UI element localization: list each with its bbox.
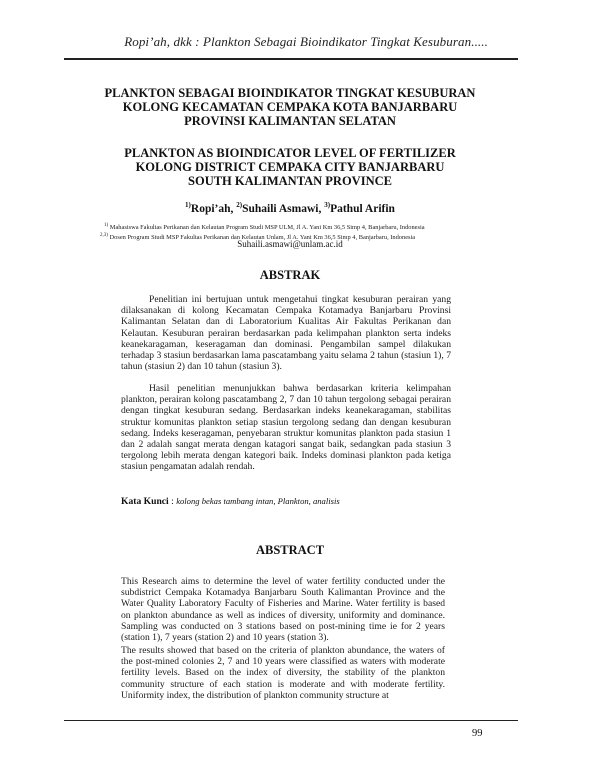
author-name: Suhaili Asmawi, xyxy=(242,202,322,215)
abstract-paragraph-2: The results showed that based on the criteria of plankton abundance, the waters of the post-mined colonies 2, 7 and 10 years were classified as waters with moderate fertility levels. Based on the index of diversity, the stability of the plankton community structure of each station is moderate and with moderate fertility. Uniformity index, the distribution of plankton community structure at xyxy=(121,645,445,701)
author-mark: 2) xyxy=(236,201,243,209)
title-en-line: SOUTH KALIMANTAN PROVINCE xyxy=(188,174,392,188)
abstrak-paragraph-2: Hasil penelitian menunjukkan bahwa berdasarkan kriteria kelimpahan plankton, perairan kolong pascatambang 2, 7 dan 10 tahun tergolong sebagai perairan dengan tingkat kesuburan sedang. Berdasarkan indeks keanekaragaman, stabilitas struktur komunitas plankton setiap stasiun tergolong sedang dan dengan kesuburan sedang. Indeks keseragaman, penyebaran struktur komunitas plankton pada stasiun 1 dan 2 adalah sangat merata dengan katagori sangat baik, sedangkan pada stasiun 3 tergolong lebih merata dengan kategori baik. Indeks dominasi plankton pada ketiga stasiun pengamatan adalah rendah. xyxy=(121,383,451,473)
title-id-line: PROVINSI KALIMANTAN SELATAN xyxy=(184,114,396,128)
author-mark: 1) xyxy=(185,201,191,209)
abstrak-paragraph-1: Penelitian ini bertujuan untuk mengetahui tingkat kesuburan perairan yang dilaksanakan di kolong Kecamatan Cempaka Kotamadya Banjarbaru Provinsi Kalimantan Selatan dan di Laboratorium Kualitas Air Fakultas Perikanan dan Kelautan. Kesuburan perairan berdasarkan pada kelimpahan plankton serta indeks keanekaragaman, keseragaman dan dominasi. Pengambilan sampel dilakukan terhadap 3 stasiun berdasarkan lama pascatambang yaitu selama 2 tahun (stasiun 1), 7 tahun (stasiun 2) dan 10 tahun (stasiun 3). xyxy=(121,294,451,373)
title-indonesian xyxy=(70,86,510,128)
title-en-line: PLANKTON AS BIOINDICATOR LEVEL OF FERTILIZER xyxy=(124,146,456,160)
footer-rule xyxy=(64,720,518,721)
author-name: Ropi’ah, xyxy=(190,202,234,215)
running-header: Ropi’ah, dkk : Plankton Sebagai Bioindikator Tingkat Kesuburan..... xyxy=(124,34,488,49)
author-name: Pathul Arifin xyxy=(330,202,395,215)
author-email: Suhaili.asmawi@unlam.ac.id xyxy=(237,239,343,249)
abstrak-heading: ABSTRAK xyxy=(259,268,321,282)
keywords xyxy=(121,496,340,507)
author-list xyxy=(70,201,510,215)
keywords-values: kolong bekas tambang intan, Plankton, analisis xyxy=(176,496,340,506)
author-mark: 3) xyxy=(324,201,331,209)
affiliation-mark: 2,3) xyxy=(100,233,108,238)
title-id-line: PLANKTON SEBAGAI BIOINDIKATOR TINGKAT KESUBURAN xyxy=(104,86,476,100)
page-number: 99 xyxy=(472,728,483,739)
affiliation-mark: 1) xyxy=(104,223,109,228)
keywords-separator: : xyxy=(168,496,177,507)
abstract-heading: ABSTRACT xyxy=(255,543,325,557)
title-english xyxy=(70,146,510,188)
keywords-label: Kata Kunci xyxy=(121,496,169,507)
title-id-line: KOLONG KECAMATAN CEMPAKA KOTA BANJARBARU xyxy=(122,100,458,114)
header-rule xyxy=(64,58,518,60)
title-en-line: KOLONG DISTRICT CEMPAKA CITY BANJARBARU xyxy=(135,160,445,174)
affiliation-text: Mahasiswa Fakultas Perikanan dan Kelautan Program Studi MSP ULM, Jl A. Yani Km 36,5 Simp 4, Banjarbaru, Indonesia xyxy=(109,224,425,232)
affiliation-text: Dosen Program Studi MSP Fakultas Perikanan dan Kelautan Unlam, Jl A. Yani Km 36,5 Simp 4, Banjarbaru, Indonesia xyxy=(109,234,416,242)
abstract-paragraph-1: This Research aims to determine the level of water fertility conducted under the subdistrict Cempaka Kotamadya Banjarbaru South Kalimantan Province and the Water Quality Laboratory Faculty of Fisheries and Marine. Water fertility is based on plankton abundance as well as indices of diversity, uniformity and dominance. Sampling was conducted on 3 stations based on post-mining time ie for 2 years (station 1), 7 years (station 2) and 10 years (station 3). xyxy=(121,576,445,644)
